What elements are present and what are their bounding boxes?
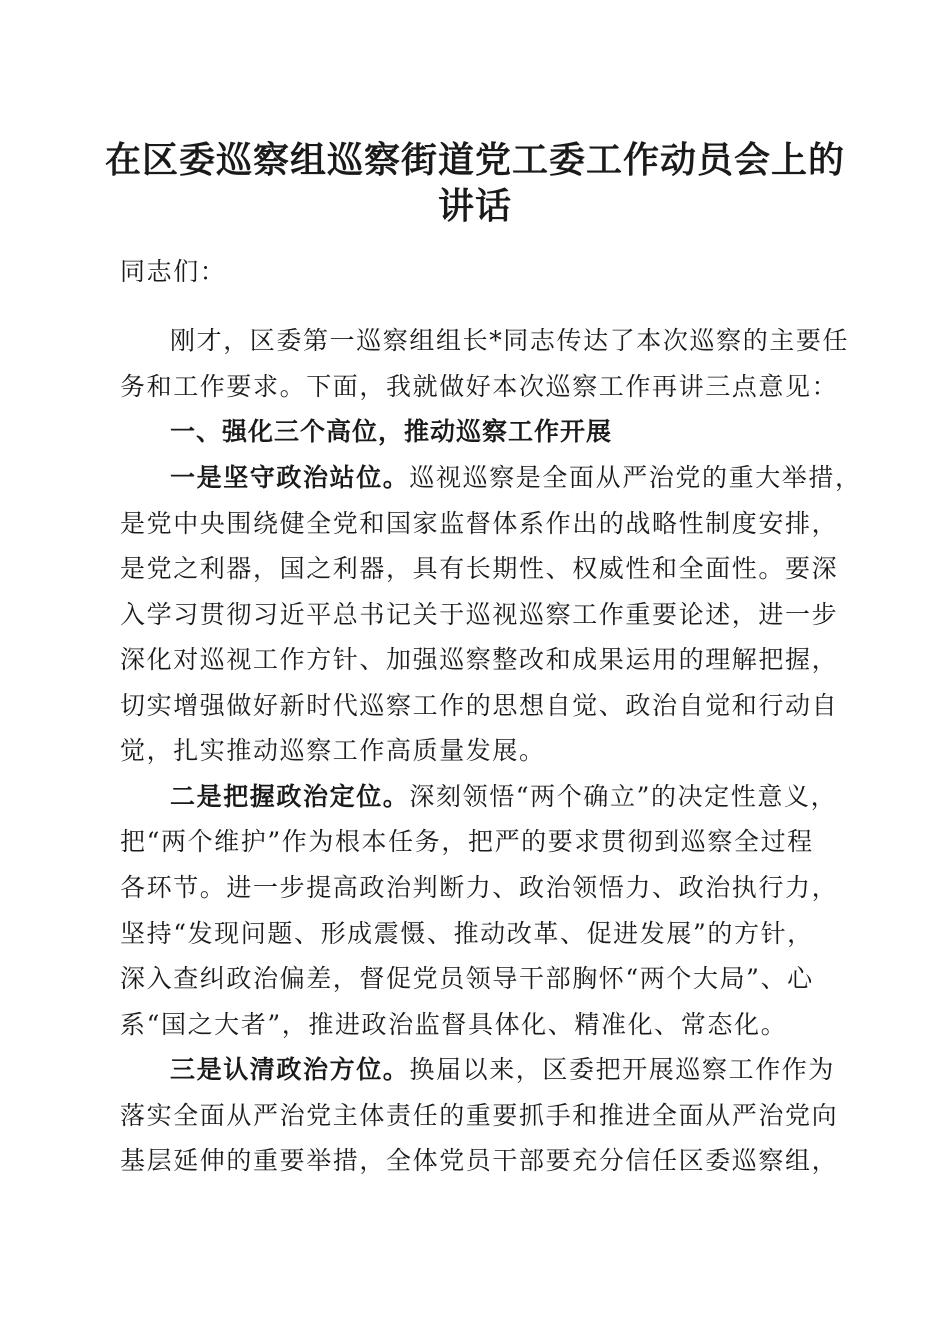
paragraph-1-line-6: 切实增强做好新时代巡察工作的思想自觉、政治自觉和行动自 — [120, 691, 839, 720]
paragraph-3-line-3: 基层延伸的重要举措，全体党员干部要充分信任区委巡察组， — [120, 1146, 839, 1175]
intro-line-1: 刚才，区委第一巡察组组长*同志传达了本次巡察的主要任 — [170, 326, 850, 355]
intro-line-2: 务和工作要求。下面，我就做好本次巡察工作再讲三点意见： — [120, 372, 839, 401]
paragraph-2-line-1 — [170, 781, 837, 813]
paragraph-2-line-5: 深入查纠政治偏差，督促党员领导干部胸怀“两个大局”、心 — [120, 964, 814, 993]
paragraph-1-line-7: 觉，扎实推动巡察工作高质量发展。 — [120, 736, 546, 765]
salutation: 同志们： — [120, 257, 227, 286]
paragraph-2-line-6: 系“国之大者”，推进政治监督具体化、精准化、常态化。 — [120, 1010, 788, 1039]
document-title-line-1: 在区委巡察组巡察街道党工委工作动员会上的 — [104, 139, 845, 181]
paragraph-3-line-1 — [170, 1054, 835, 1086]
paragraph-1-line-4: 入学习贯彻习近平总书记关于巡视巡察工作重要论述，进一步 — [120, 600, 839, 629]
paragraph-1-line-5: 深化对巡视工作方针、加强巡察整改和成果运用的理解把握， — [120, 645, 839, 674]
document-title-line-2: 讲话 — [437, 185, 512, 227]
paragraph-3-line-2: 落实全面从严治党主体责任的重要抓手和推进全面从严治党向 — [120, 1101, 839, 1130]
paragraph-1-lead: 一是坚守政治站位。 — [170, 463, 410, 492]
paragraph-2-first-rest: 深刻领悟“两个确立”的决定性意义， — [409, 782, 838, 811]
paragraph-3-lead: 三是认清政治方位。 — [170, 1055, 410, 1084]
paragraph-2-line-3: 各环节。进一步提高政治判断力、政治领悟力、政治执行力， — [120, 873, 839, 902]
paragraph-3-first-rest: 换届以来，区委把开展巡察工作作为 — [409, 1055, 836, 1084]
paragraph-2-line-2: 把“两个维护”作为根本任务，把严的要求贯彻到巡察全过程 — [120, 827, 814, 856]
paragraph-1-first-rest: 巡视巡察是全面从严治党的重大举措， — [409, 463, 862, 492]
paragraph-2-line-4: 坚持“发现问题、形成震慑、推动改革、促进发展”的方针， — [120, 919, 814, 948]
paragraph-1-line-1 — [170, 462, 862, 494]
paragraph-2-lead: 二是把握政治定位。 — [170, 782, 410, 811]
paragraph-1-line-2: 是党中央围绕健全党和国家监督体系作出的战略性制度安排， — [120, 509, 839, 538]
section-1-heading: 一、强化三个高位，推动巡察工作开展 — [170, 417, 613, 446]
paragraph-1-line-3: 是党之利器，国之利器，具有长期性、权威性和全面性。要深 — [120, 554, 839, 583]
